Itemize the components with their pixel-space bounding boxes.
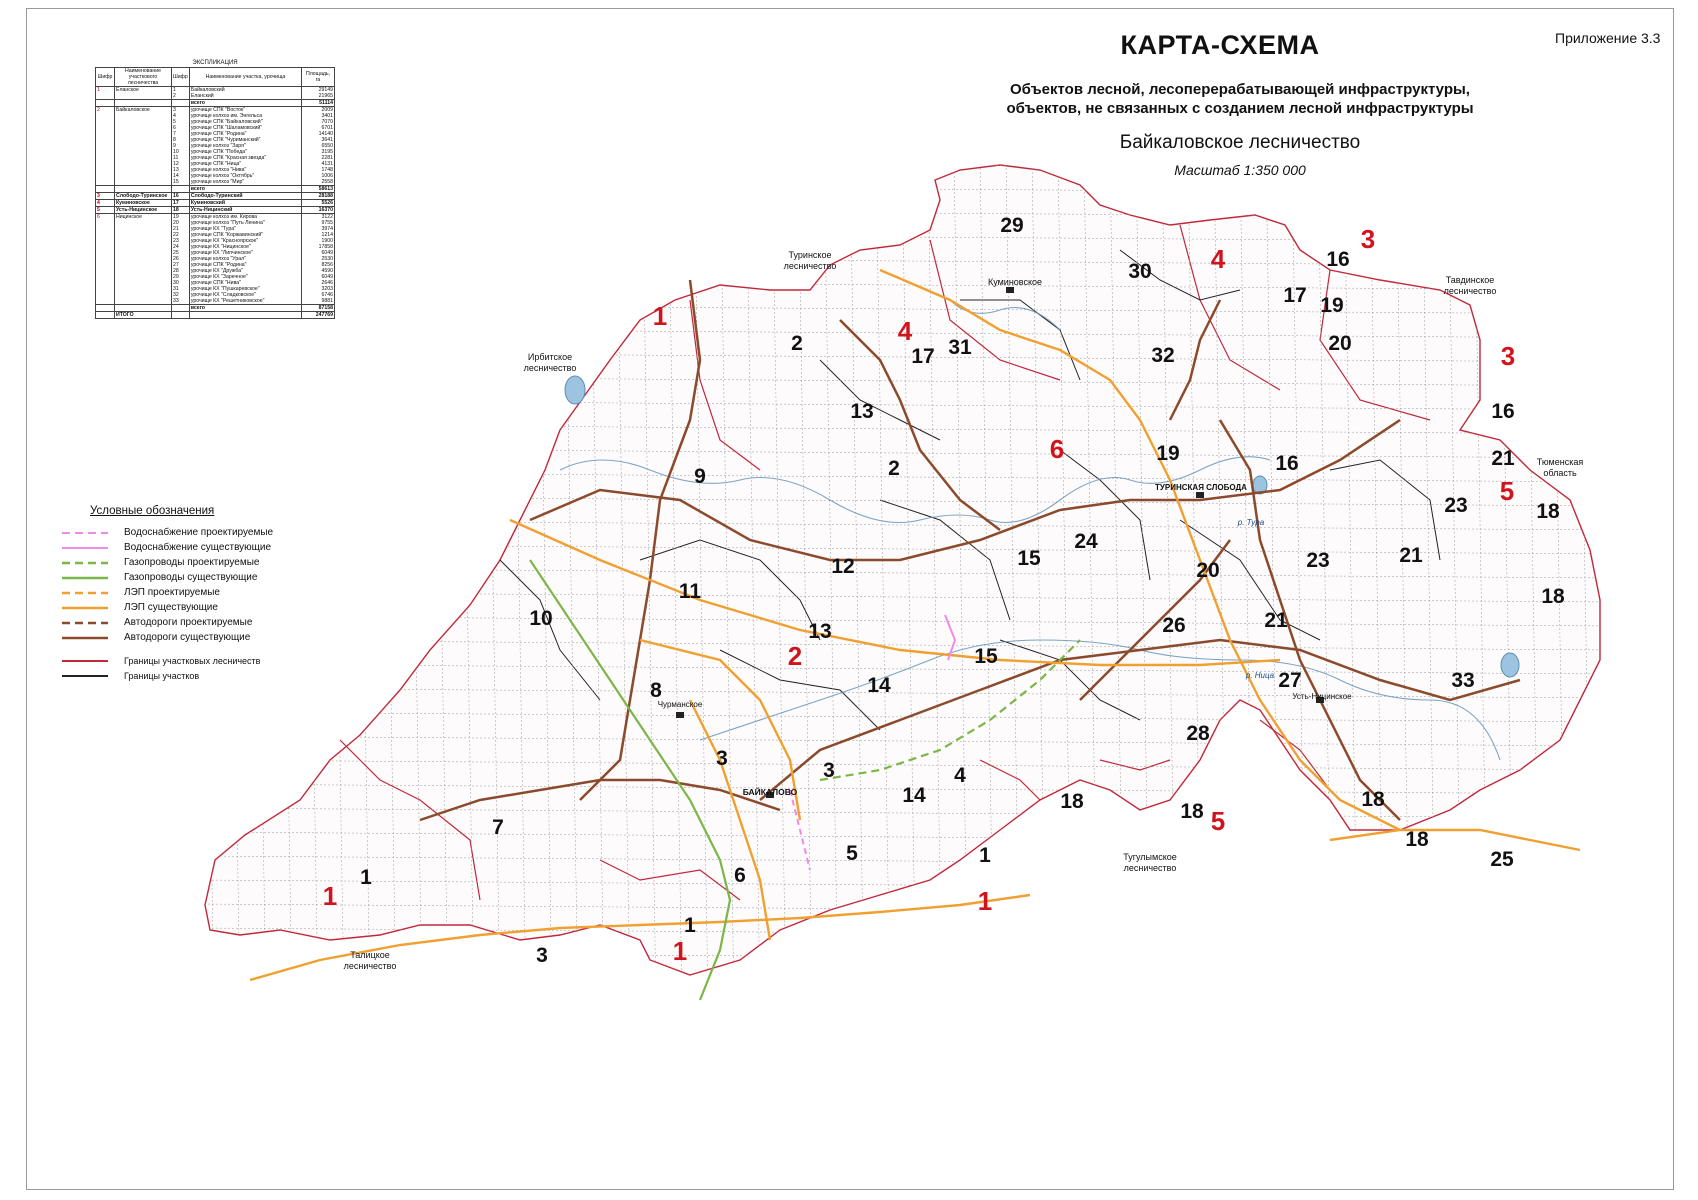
explication-cell-area: 2646 [302, 280, 335, 286]
explication-cell-area: 2530 [302, 256, 335, 262]
explication-cell-n1: Байкаловское [115, 107, 172, 114]
explication-cell-n2: Байкаловский [189, 87, 301, 94]
explication-cell-n2: всего [189, 305, 301, 312]
plot-label: 23 [1444, 494, 1468, 517]
explication-cell-area: 3641 [302, 137, 335, 143]
explication-cell-n2: урочище КХ "Липчинское" [189, 250, 301, 256]
explication-cell-c2: 18 [172, 207, 190, 214]
explication-cell-c2: 5 [172, 119, 190, 125]
settlement-marker [1006, 287, 1014, 293]
explication-cell-area: 3401 [302, 113, 335, 119]
explication-cell-area: 6049 [302, 274, 335, 280]
plot-label: 15 [1017, 547, 1041, 570]
explication-cell-area: 2558 [302, 179, 335, 186]
lake [1501, 653, 1519, 677]
explication-cell-area: 9755 [302, 220, 335, 226]
explication-cell-n2: урочище колхоз им. Кирова [189, 214, 301, 221]
explication-cell-n2: урочище КХ "Сладковское" [189, 292, 301, 298]
header-area: Площадь, га [302, 68, 335, 87]
plot-label: 27 [1278, 669, 1302, 692]
explication-cell-c2: 25 [172, 250, 190, 256]
explication-cell-c2: 17 [172, 200, 190, 207]
plot-label: 20 [1328, 332, 1352, 355]
explication-cell-c2: 16 [172, 193, 190, 200]
explication-cell-n2: Слободо-Туринский [189, 193, 301, 200]
neighbor-forestry-label: Талицкое лесничество [343, 950, 397, 971]
explication-cell-c2: 1 [172, 87, 190, 94]
explication-cell-c2: 31 [172, 286, 190, 292]
plot-label: 12 [831, 555, 855, 578]
district-label: 4 [1210, 244, 1226, 274]
plot-label: 3 [716, 747, 728, 770]
explication-cell-n2: урочище СПК "Ница" [189, 161, 301, 167]
explication-cell-area: 21965 [302, 93, 335, 100]
explication-cell-n2: урочище СПК "Победа" [189, 149, 301, 155]
legend-label: Границы участков [124, 670, 200, 681]
plot-label: 4 [954, 764, 966, 787]
explication-cell-area: 6550 [302, 143, 335, 149]
river-label: р. Ница [1245, 671, 1275, 680]
plot-label: 18 [1060, 790, 1084, 813]
explication-cell-n2: урочище колхоз "Мир" [189, 179, 301, 186]
plot-label: 17 [911, 345, 935, 368]
district-label: 2 [787, 641, 803, 671]
neighbor-forestry-label: Туринское лесничество [783, 250, 837, 271]
neighbor-forestry-label: Ирбитское лесничество [523, 352, 577, 373]
explication-cell-area: 29149 [302, 87, 335, 94]
district-label: 1 [977, 886, 993, 916]
explication-cell-n2: Усть-Ницинский [189, 207, 301, 214]
explication-cell-area: 9881 [302, 298, 335, 305]
explication-cell-area: 6701 [302, 125, 335, 131]
plot-label: 14 [902, 784, 926, 807]
plot-label: 7 [492, 816, 504, 839]
explication-cell-c2: 26 [172, 256, 190, 262]
explication-cell-c2: 21 [172, 226, 190, 232]
settlement-label: ТУРИНСКАЯ СЛОБОДА [1155, 483, 1247, 492]
header-code-2: Шифр [172, 68, 190, 87]
plot-label: 1 [684, 914, 696, 937]
explication-cell-n2: урочище СПК "Коржавинский" [189, 232, 301, 238]
forestry-name: Байкаловское лесничество [1119, 132, 1361, 153]
district-label: 3 [1360, 224, 1376, 254]
explication-cell-n2: урочище СПК "Байкаловский" [189, 119, 301, 125]
plot-label: 9 [694, 465, 706, 488]
settlement-label: Усть-Ницинское [1292, 692, 1352, 701]
explication-cell-c2: 15 [172, 179, 190, 186]
explication-cell-area: 3203 [302, 286, 335, 292]
explication-cell-area: 1214 [302, 232, 335, 238]
explication-cell-n2: урочище СПК "Красная звезда" [189, 155, 301, 161]
explication-cell-c2: 10 [172, 149, 190, 155]
district-label: 1 [672, 936, 688, 966]
explication-cell-c2: 22 [172, 232, 190, 238]
neighbor-forestry-label: Тюменская область [1536, 457, 1584, 478]
explication-cell-n1: Ницинское [115, 214, 172, 221]
settlement-marker [1196, 492, 1204, 498]
plot-label: 24 [1074, 530, 1098, 553]
legend-label: Газопроводы существующие [124, 572, 258, 583]
explication-cell-c2: 13 [172, 167, 190, 173]
map-scale: Масштаб 1:350 000 [1174, 162, 1306, 178]
subtitle-line-1: Объектов лесной, лесоперерабатывающей инфраструктуры, [1010, 81, 1470, 98]
explication-cell-n2: урочище КХ "Дружба" [189, 268, 301, 274]
explication-cell-area: 58613 [302, 186, 335, 193]
explication-cell-n2: урочище СПК "Чуриманский" [189, 137, 301, 143]
plot-label: 20 [1196, 559, 1220, 582]
compartment-line [200, 184, 1610, 194]
legend-label: Границы участковых лесничеств [124, 655, 261, 666]
appendix-label: Приложение 3.3 [1555, 30, 1661, 46]
settlement-label: Куминовское [987, 277, 1043, 287]
explication-cell-n2: урочище колхоз "Нива" [189, 167, 301, 173]
plot-label: 11 [678, 580, 702, 603]
plot-label: 3 [536, 944, 548, 967]
explication-cell-c2: 27 [172, 262, 190, 268]
plot-label: 29 [1000, 214, 1024, 237]
explication-cell-area: 3195 [302, 149, 335, 155]
plot-label: 30 [1128, 260, 1152, 283]
explication-cell-c2: 2 [172, 93, 190, 100]
forestry-territory [205, 165, 1600, 975]
plot-label: 8 [650, 679, 662, 702]
plot-label: 21 [1491, 447, 1515, 470]
explication-cell-area: 2009 [302, 107, 335, 114]
neighbor-forestry-label: Тавдинское лесничество [1443, 275, 1497, 296]
header-code-1: Шифр [96, 68, 115, 87]
explication-cell-area: 1900 [302, 238, 335, 244]
explication-cell-n2: урочище КХ "Тура" [189, 226, 301, 232]
compartment-line [200, 160, 1610, 170]
explication-cell-c1: 6 [96, 214, 115, 221]
plot-label: 21 [1399, 544, 1423, 567]
plot-label: 13 [850, 400, 874, 423]
legend-label: Водоснабжение существующие [124, 542, 272, 553]
legend-label: Водоснабжение проектируемые [124, 527, 274, 538]
plot-label: 31 [948, 336, 972, 359]
plot-label: 14 [867, 674, 891, 697]
settlement-label: БАЙКАЛОВО [742, 787, 798, 797]
explication-cell-c2: 6 [172, 125, 190, 131]
explication-cell-c2: 7 [172, 131, 190, 137]
explication-cell-c2: 30 [172, 280, 190, 286]
legend-label: ЛЭП проектируемые [124, 587, 220, 598]
explication-cell-n2: урочище колхоз "Заря" [189, 143, 301, 149]
explication-cell-c2: 14 [172, 173, 190, 179]
explication-cell-c2: 19 [172, 214, 190, 221]
plot-label: 16 [1326, 248, 1350, 271]
district-label: 4 [897, 316, 913, 346]
explication-cell-area: 17858 [302, 244, 335, 250]
plot-label: 18 [1361, 788, 1385, 811]
explication-cell-c1: 5 [96, 207, 115, 214]
explication-cell-c1: 3 [96, 193, 115, 200]
compartment-line [200, 976, 1610, 986]
legend-label: Газопроводы проектируемые [124, 557, 260, 568]
explication-cell-n2: всего [189, 100, 301, 107]
explication-cell-c2: 28 [172, 268, 190, 274]
explication-cell-n1: Куминовское [115, 200, 172, 207]
explication-cell-n1: Слободо-Туринское [115, 193, 172, 200]
neighbor-forestry-label: Тугулымское лесничество [1123, 852, 1177, 873]
explication-cell-c2: 11 [172, 155, 190, 161]
explication-cell-area: 2281 [302, 155, 335, 161]
explication-cell-c2: 20 [172, 220, 190, 226]
explication-cell-n2: урочище колхоз им. Энгельса [189, 113, 301, 119]
legend-title: Условные обозначения [90, 505, 215, 517]
explication-cell-c1: 4 [96, 200, 115, 207]
river-label: р. Тура [1237, 518, 1265, 527]
plot-label: 13 [808, 620, 832, 643]
plot-label: 16 [1491, 400, 1515, 423]
plot-label: 16 [1275, 452, 1299, 475]
plot-label: 21 [1264, 609, 1288, 632]
plot-label: 19 [1320, 294, 1344, 317]
explication-cell-n1: ИТОГО [115, 312, 172, 319]
plot-label: 25 [1490, 848, 1514, 871]
explication-cell-area: 3974 [302, 226, 335, 232]
header-name-1: Наименование участкового лесничества [115, 68, 172, 87]
legend-label: Автодороги проектируемые [124, 617, 253, 628]
compartment-line [1604, 160, 1618, 1000]
plot-label: 18 [1541, 585, 1565, 608]
explication-cell-n2: урочище КХ "Заречное" [189, 274, 301, 280]
explication-cell-c2: 33 [172, 298, 190, 305]
explication-cell-n2: урочище колхоз "Октябрь" [189, 173, 301, 179]
district-label: 1 [322, 881, 338, 911]
explication-cell-area: 14140 [302, 131, 335, 137]
explication-cell-c2: 4 [172, 113, 190, 119]
explication-cell-area: 3122 [302, 214, 335, 221]
explication-cell-c2: 29 [172, 274, 190, 280]
explication-cell-area: 8256 [302, 262, 335, 268]
explication-cell-area: 51114 [302, 100, 335, 107]
explication-cell-area: 16370 [302, 207, 335, 214]
explication-cell-n2: урочище СПК "Восток" [189, 107, 301, 114]
explication-cell-area: 1006 [302, 173, 335, 179]
plot-label: 3 [823, 759, 835, 782]
explication-cell-c2: 32 [172, 292, 190, 298]
plot-label: 18 [1180, 800, 1204, 823]
forestry-outline [205, 165, 1600, 975]
header-name-2: Наименование участка, урочища [189, 68, 301, 87]
district-label: 1 [652, 301, 668, 331]
settlement-label: Чурманское [657, 700, 703, 709]
explication-cell-area: 4590 [302, 268, 335, 274]
explication-cell-n2: Еланский [189, 93, 301, 100]
explication-cell-area: 6049 [302, 250, 335, 256]
lake [565, 376, 585, 404]
district-label: 5 [1210, 806, 1226, 836]
plot-label: 6 [734, 864, 746, 887]
plot-label: 15 [974, 645, 998, 668]
explication-cell-n2: урочище колхоз "Путь Ленина" [189, 220, 301, 226]
power-line [1330, 830, 1580, 850]
explication-cell-n2: урочище колхоз "Урал" [189, 256, 301, 262]
explication-cell-area: 87158 [302, 305, 335, 312]
explication-cell-area: 247769 [302, 312, 335, 319]
explication-cell-n1: Еланское [115, 87, 172, 94]
explication-cell-c2: 12 [172, 161, 190, 167]
subtitle-line-2: объектов, не связанных с созданием лесной инфраструктуры [1006, 100, 1474, 117]
explication-cell-area: 6746 [302, 292, 335, 298]
explication-cell-n2: урочище СПК "Родина" [189, 262, 301, 268]
plot-label: 19 [1156, 442, 1180, 465]
explication-cell-area: 28188 [302, 193, 335, 200]
explication-cell-c2: 3 [172, 107, 190, 114]
explication-cell-n1: Усть-Ницинское [115, 207, 172, 214]
plot-label: 23 [1306, 549, 1330, 572]
explication-cell-area: 7070 [302, 119, 335, 125]
plot-label: 28 [1186, 722, 1210, 745]
legend-label: ЛЭП существующие [124, 602, 218, 613]
plot-label: 1 [360, 866, 372, 889]
settlement-marker [676, 712, 684, 718]
explication-cell-c2: 9 [172, 143, 190, 149]
explication-cell-area: 5526 [302, 200, 335, 207]
explication-cell-c1: 2 [96, 107, 115, 114]
plot-label: 10 [529, 607, 553, 630]
plot-label: 17 [1283, 284, 1307, 307]
map-title: КАРТА-СХЕМА [1120, 30, 1320, 60]
plot-label: 2 [888, 457, 900, 480]
explication-cell-area: 1748 [302, 167, 335, 173]
explication-cell-n2: всего [189, 186, 301, 193]
district-label: 6 [1049, 434, 1065, 464]
plot-label: 18 [1405, 828, 1429, 851]
explication-cell-n2: Куминовский [189, 200, 301, 207]
explication-cell-n2: урочище СПК "Нива" [189, 280, 301, 286]
plot-label: 33 [1451, 669, 1475, 692]
explication-cell-area: 4131 [302, 161, 335, 167]
explication-cell-c2: 23 [172, 238, 190, 244]
explication-cell-c2: 8 [172, 137, 190, 143]
district-label: 5 [1499, 476, 1515, 506]
plot-label: 32 [1151, 344, 1175, 367]
plot-label: 18 [1536, 500, 1560, 523]
plot-label: 2 [791, 332, 803, 355]
explication-cell-n2: урочище КХ "Решетниковское" [189, 298, 301, 305]
explication-cell-n2: урочище СПК "Шаламовский" [189, 125, 301, 131]
plot-label: 1 [979, 844, 991, 867]
explication-cell-c2: 24 [172, 244, 190, 250]
explication-cell-n2: урочище КХ "Пушкаревское" [189, 286, 301, 292]
legend-label: Автодороги существующие [124, 632, 251, 643]
explication-cell-n2: урочище КХ "Ницинское" [189, 244, 301, 250]
explication-cell-n2: урочище КХ "Красноярское" [189, 238, 301, 244]
compartment-line [200, 232, 1610, 242]
compartment-line [200, 208, 1610, 218]
explication-cell-n2: урочище СПК "Родина" [189, 131, 301, 137]
compartment-line [200, 928, 1610, 938]
plot-label: 26 [1162, 614, 1186, 637]
explication-title: ЭКСПЛИКАЦИЯ [192, 60, 238, 66]
district-label: 3 [1500, 341, 1516, 371]
plot-label: 5 [846, 842, 858, 865]
explication-cell-c1: 1 [96, 87, 115, 94]
